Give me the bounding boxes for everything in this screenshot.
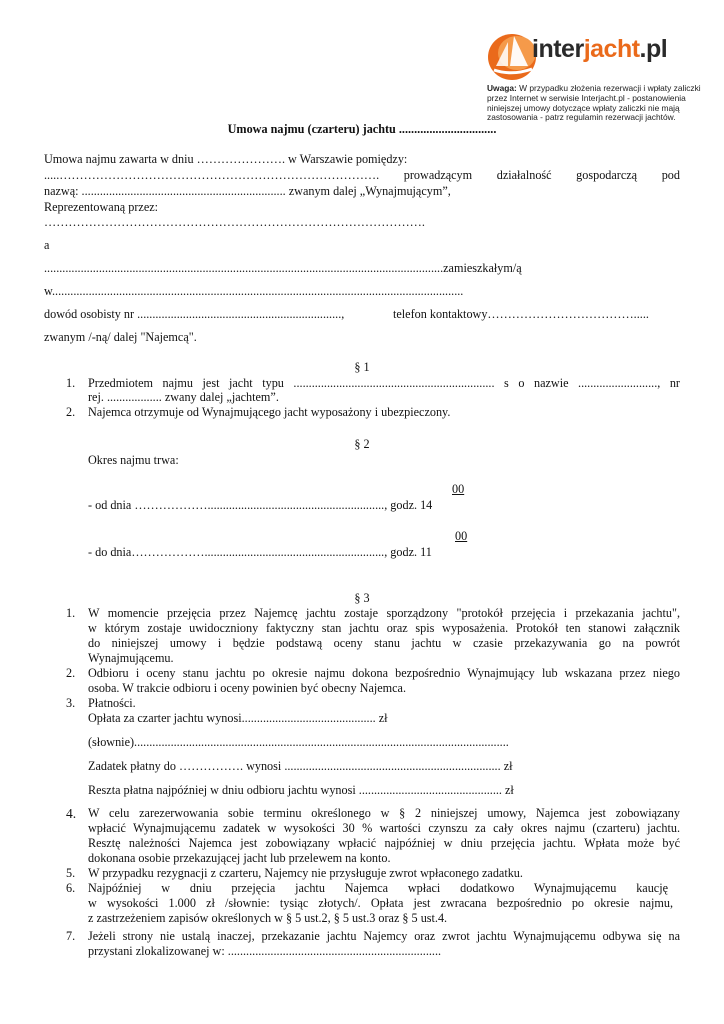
reservation-note <box>487 84 717 123</box>
brand-wordmark <box>532 35 668 63</box>
brand-accent: jacht <box>583 35 640 63</box>
s3-item1-line: Wynajmującemu. <box>88 651 174 665</box>
charter-fee-line: Opłata za czarter jachtu wynosi............................................ zł <box>88 711 388 725</box>
brand-prefix: i <box>532 35 539 63</box>
s3-item6-line: z zastrzeżeniem zapisów określonych w § 5 ust.2, § 5 ust.3 oraz § 5 ust.4. <box>88 911 448 925</box>
s3-item6-line: w wysokości 1.000 zł /słownie: tysiąc złotych/. Opłata jest zwracana bezpośrednio po okresie najmu, <box>88 896 673 910</box>
representative-label: Reprezentowaną przez: <box>44 200 159 214</box>
and-word: a <box>44 238 50 252</box>
note-label: Uwaga: <box>487 83 517 93</box>
s1-item1-line: Przedmiotem najmu jest jacht typu .................................................................. s o nazwie .........................., nr <box>88 376 680 390</box>
s3-item1-line: W momencie przejęcia przez Najemcę jachtu zostaje sporządzony "protokół przejęcia i przekazania jachtu", <box>88 606 680 620</box>
section-1-header: § 1 <box>354 360 370 374</box>
id-card-line: dowód osobisty nr ..................................................................., <box>44 307 345 321</box>
s3-item4-line: wpłacić Wynajmującemu zadatek w wysokości 30 % wartości czynszu za cały okres najmu (czarteru) jachtu. <box>88 821 680 835</box>
representative-line: …………………………………………………………………………………. <box>44 215 425 229</box>
amount-in-words-line: (słownie)........................................................................................................................... <box>88 735 509 749</box>
lessee-name-line: ...................................................................................................................................zamieszkałym/ą <box>44 261 522 275</box>
note-line: zastosowania - patrz regulamin rezerwacji jachtów. <box>487 112 676 123</box>
note-line: przez Internet w serwisie Interjacht.pl - postanowienia <box>487 92 686 103</box>
rental-from-line: - od dnia ……………….........................................................., godz. 14 <box>88 498 433 512</box>
interjacht-logo[interactable] <box>484 30 668 84</box>
s3-item2-line: Odbioru i oceny stanu jachtu po okresie najmu dokona bezpośrednio Wynajmujący lub wskazana przez niego <box>88 666 680 680</box>
remaining-payment-line: Reszta płatna najpóźniej w dniu odbioru jachtu wynosi ............................................... zł <box>88 783 514 797</box>
list-number: 2. <box>66 666 76 680</box>
lessor-line: .....……………………………………………………………………. prowadzącym działalność gospodarczą pod <box>44 168 680 182</box>
s3-item7-line: Jeżeli strony nie ustalą inaczej, przekazanie jachtu Najemcy oraz zwrot jachtu Wynajmującemu odbywa się na <box>88 929 680 943</box>
s3-item2-line: osoba. W trakcie odbioru i oceny powinien być obecny Najemca. <box>88 681 407 695</box>
s3-item1-line: do niniejszej umowy i będzie podstawą oceny stanu jachtu w czasie przekazywania go na powrót <box>88 636 680 650</box>
list-number: 5. <box>66 866 76 880</box>
list-number: 1. <box>66 376 76 390</box>
section-3-header: § 3 <box>354 591 370 605</box>
s3-item5-line: W przypadku rezygnacji z czarteru, Najemcy nie przysługuje zwrot wpłaconego zadatku. <box>88 866 523 880</box>
lessee-address-line: w....................................................................................................................................... <box>44 284 464 298</box>
note-line: W przypadku złożenia rezerwacji i wpłaty zaliczki <box>519 83 701 93</box>
s3-item4-line: Resztę należności Najemca jest zobowiązany wpłacić najpóźniej w dniu przejęcia jachtu. Wpłata może być <box>88 836 680 850</box>
list-number: 4. <box>66 806 77 821</box>
list-number: 2. <box>66 405 76 419</box>
lessee-alias-line: zwanym /-ną/ dalej "Najemcą". <box>44 330 197 344</box>
rental-period-label: Okres najmu trwa: <box>88 453 179 467</box>
brand-suffix: .pl <box>639 35 668 63</box>
document-title: Umowa najmu (czarteru) jachtu ................................ <box>227 122 497 136</box>
phone-line: telefon kontaktowy………………………………..... <box>393 307 649 321</box>
list-number: 3. <box>66 696 76 710</box>
s3-item7-line: przystani zlokalizowanej w: ...................................................................... <box>88 944 442 958</box>
rental-to-line: - do dnia………………..........................................................., godz. 11 <box>88 545 432 559</box>
lessor-name-line: nazwą: ................................................................... zwanym dalej „Wynajmującym”, <box>44 184 451 198</box>
deposit-line: Zadatek płatny do ……………. wynosi ....................................................................... zł <box>88 759 513 773</box>
s3-item4-line: dokonana osobie przekazującej jacht lub przelewem na konto. <box>88 851 391 865</box>
s1-item1-line: rej. .................. zwany dalej „jachtem”. <box>88 390 279 404</box>
s3-item6-line: Najpóźniej w dniu przejęcia jachtu Najemca wpłaci dodatkowo Wynajmującemu kaucję <box>88 881 668 895</box>
from-hour-minutes: 00 <box>452 482 465 496</box>
note-line: niniejszej umowy dotyczące wpłaty zaliczki nie mają <box>487 102 680 113</box>
section-2-header: § 2 <box>354 437 370 451</box>
brand-main: nter <box>538 35 584 63</box>
list-number: 1. <box>66 606 76 620</box>
s1-item2-line: Najemca otrzymuje od Wynajmującego jacht wyposażony i ubezpieczony. <box>88 405 451 419</box>
list-number: 7. <box>66 929 76 943</box>
contract-date-line: Umowa najmu zawarta w dniu …………………. w Warszawie pomiędzy: <box>44 152 408 166</box>
s3-item4-line: W celu zarezerwowania sobie terminu określonego w § 2 niniejszej umowy, Najemca jest zobowiązany <box>88 806 680 820</box>
s3-item1-line: w którym zostaje uwidoczniony faktyczny stan jachtu oraz spis wyposażenia. Protokół ten stanowi załącznik <box>88 621 680 635</box>
payments-label: Płatności. <box>88 696 136 710</box>
list-number: 6. <box>66 881 76 895</box>
to-hour-minutes: 00 <box>455 529 468 543</box>
